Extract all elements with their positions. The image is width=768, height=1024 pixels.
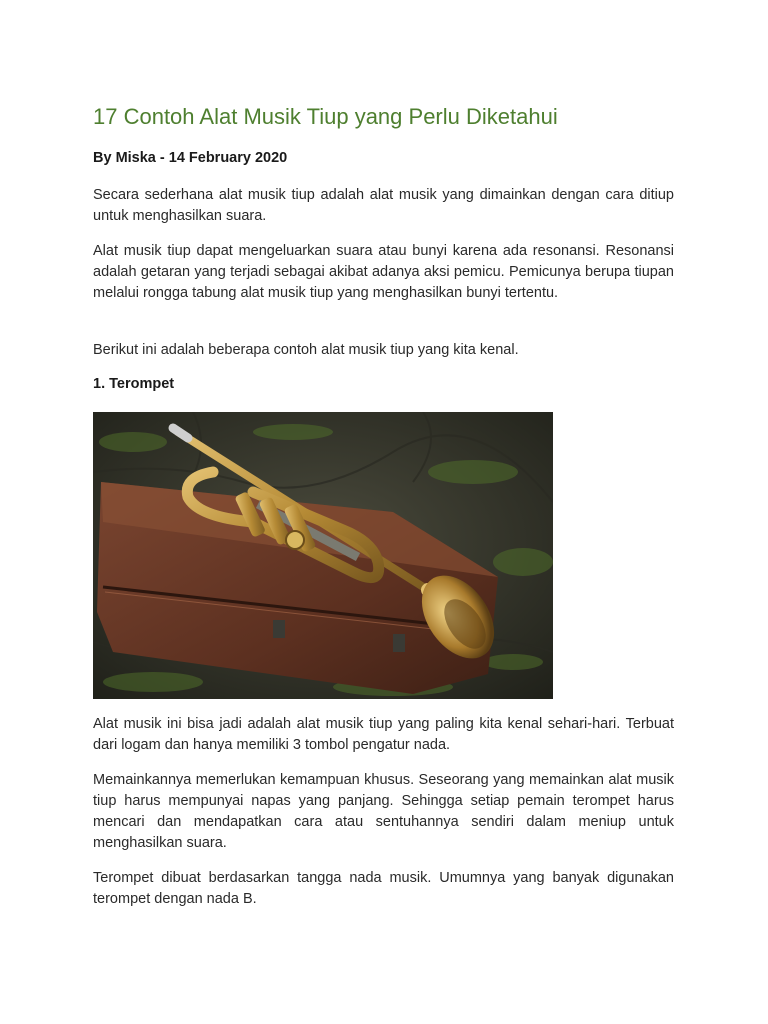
article-byline: By Miska - 14 February 2020 [93,150,288,166]
article-title: 17 Contoh Alat Musik Tiup yang Perlu Diketahui [93,104,558,129]
intro-paragraph-1: Secara sederhana alat musik tiup adalah alat musik yang dimainkan dengan cara ditiup untuk menghasilkan suara. [93,187,674,224]
trumpet-on-case-illustration [93,412,553,699]
intro-paragraph-2: Alat musik tiup dapat mengeluarkan suara atau bunyi karena ada resonansi. Resonansi adalah getaran yang terjadi sebagai akibat adanya aksi pemicu. Pemicunya berupa tiupan melalui rongga tabung alat musik tiup yang menghasilkan bunyi tertentu. [93,243,674,301]
section-paragraph-3: Terompet dibuat berdasarkan tangga nada musik. Umumnya yang banyak digunakan terompet dengan nada B. [93,870,674,907]
trumpet-photo [93,412,553,699]
section-heading-terompet: 1. Terompet [93,376,175,392]
intro-paragraph-3: Berikut ini adalah beberapa contoh alat musik tiup yang kita kenal. [93,342,519,358]
section-paragraph-2: Memainkannya memerlukan kemampuan khusus. Seseorang yang memainkan alat musik tiup harus mempunyai napas yang panjang. Sehingga setiap pemain terompet harus mencari dan mendapatkan cara atau sentuhannya sendiri dalam meniup untuk menghasilkan suara. [93,772,674,851]
section-paragraph-1: Alat musik ini bisa jadi adalah alat musik tiup yang paling kita kenal sehari-hari. Terbuat dari logam dan hanya memiliki 3 tombol pengatur nada. [93,716,674,753]
